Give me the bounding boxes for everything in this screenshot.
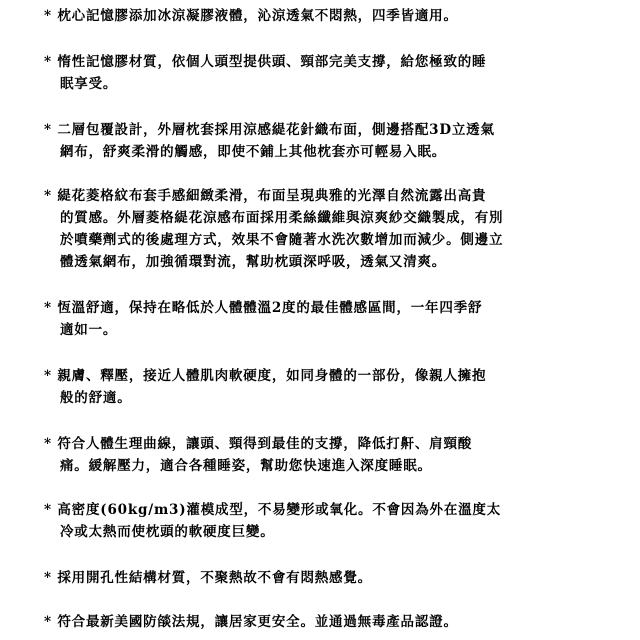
feature-line: * 枕心記憶膠添加冰涼凝膠液體，沁涼透氣不悶熱，四季皆適用。 xyxy=(44,8,458,24)
feature-line: 體透氣網布，加強循環對流，幫助枕頭深呼吸，透氣又清爽。 xyxy=(60,254,447,270)
feature-line: 般的舒適。 xyxy=(60,390,132,406)
feature-line: * 符合最新美國防燄法規，讓居家更安全。並通過無毒產品認證。 xyxy=(44,614,458,630)
feature-line: * 惰性記憶膠材質，依個人頭型提供頭、頸部完美支撐，給您極致的睡 xyxy=(44,54,487,70)
feature-line: 適如一。 xyxy=(60,322,118,338)
feature-line: 於噴藥劑式的後處理方式，效果不會隨著水洗次數增加而減少。側邊立 xyxy=(60,232,504,248)
feature-line: 網布，舒爽柔滑的觸感，即使不鋪上其他枕套亦可輕易入眠。 xyxy=(60,144,447,160)
feature-line: * 高密度(60kg/m3)灌模成型，不易變形或氧化。不會因為外在溫度太 xyxy=(44,502,502,518)
feature-line: 痛。緩解壓力，適合各種睡姿，幫助您快速進入深度睡眠。 xyxy=(60,458,432,474)
feature-line: * 親膚、釋壓，接近人體肌肉軟硬度，如同身體的一部份，像親人擁抱 xyxy=(44,368,487,384)
feature-line: * 符合人體生理曲線，讓頭、頸得到最佳的支撐，降低打鼾、肩頸酸 xyxy=(44,436,473,452)
feature-line: 的質感。外層菱格緹花涼感布面採用柔絲纖維與涼爽紗交織製成，有別 xyxy=(60,210,504,226)
feature-line: * 緹花菱格紋布套手感細緻柔滑，布面呈現典雅的光澤自然流露出高貴 xyxy=(44,188,487,204)
feature-line: * 採用開孔性結構材質，不聚熱故不會有悶熱感覺。 xyxy=(44,570,372,586)
feature-line: 冷或太熱而使枕頭的軟硬度巨變。 xyxy=(60,524,275,540)
feature-line: * 恆溫舒適，保持在略低於人體體溫2度的最佳體感區間，一年四季舒 xyxy=(44,300,483,316)
feature-line: 眠享受。 xyxy=(60,76,118,92)
feature-line: * 二層包覆設計，外層枕套採用涼感緹花針織布面，側邊搭配3D立透氣 xyxy=(44,122,495,138)
